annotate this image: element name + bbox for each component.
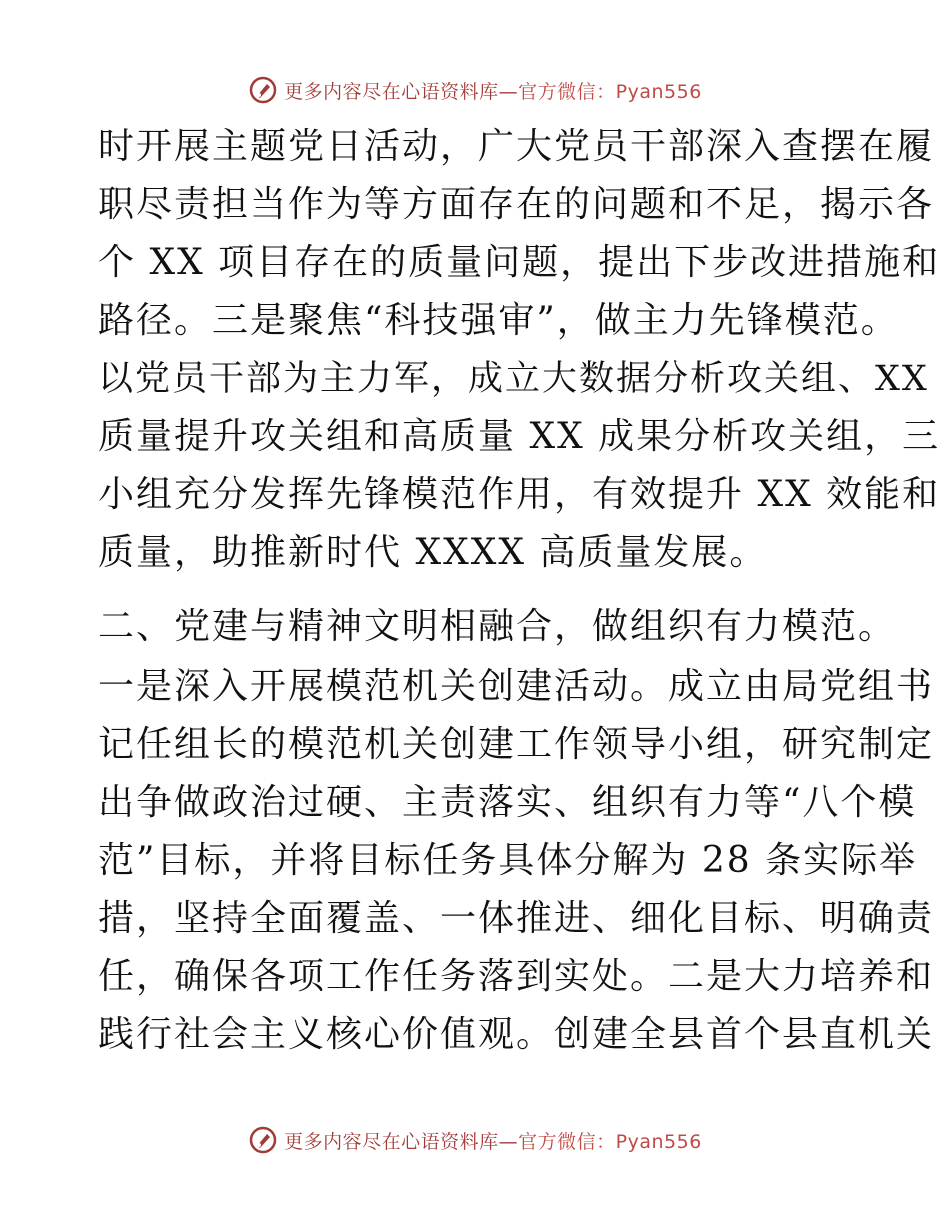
footer-banner-title: 更多内容尽在心语资料库 — [284, 1130, 499, 1153]
pen-nib-logo-icon — [248, 1125, 278, 1155]
header-banner-wechat: 官方微信：Pyan556 — [518, 80, 702, 103]
paragraph-line: 任，确保各项工作任务落到实处。二是大力培养和 — [98, 956, 935, 997]
header-banner-text — [284, 77, 702, 104]
paragraph-line: 一是深入开展模范机关创建活动。成立由局党组书 — [98, 666, 935, 707]
paragraph-line: 记任组长的模范机关创建工作领导小组，研究制定 — [98, 724, 935, 765]
header-banner-separator: — — [498, 80, 519, 103]
pen-nib-logo-icon — [248, 75, 278, 105]
footer-banner — [0, 1120, 950, 1160]
header-banner-title: 更多内容尽在心语资料库 — [284, 80, 499, 103]
paragraph-line: 职尽责担当作为等方面存在的问题和不足，揭示各 — [98, 184, 935, 225]
footer-banner-separator: — — [498, 1130, 519, 1153]
section-heading: 二、党建与精神文明相融合，做组织有力模范。 — [98, 606, 897, 647]
paragraph-line: 小组充分发挥先锋模范作用，有效提升 XX 效能和 — [98, 474, 941, 515]
paragraph-line: 践行社会主义核心价值观。创建全县首个县直机关 — [98, 1014, 935, 1055]
paragraph-line: 以党员干部为主力军，成立大数据分析攻关组、XX — [98, 359, 929, 399]
paragraph-line: 质量提升攻关组和高质量 XX 成果分析攻关组，三 — [98, 416, 941, 457]
paragraph-line: 范”目标，并将目标任务具体分解为 28 条实际举 — [98, 840, 918, 881]
paragraph-line: 个 XX 项目存在的质量问题，提出下步改进措施和 — [98, 242, 941, 283]
footer-banner-text — [284, 1127, 702, 1154]
footer-banner-wechat: 官方微信：Pyan556 — [518, 1130, 702, 1153]
paragraph-line: 时开展主题党日活动，广大党员干部深入查摆在履 — [98, 126, 935, 167]
paragraph-line: 措，坚持全面覆盖、一体推进、细化目标、明确责 — [98, 898, 935, 939]
paragraph-line: 质量，助推新时代 XXXX 高质量发展。 — [98, 532, 768, 573]
header-banner — [0, 70, 950, 110]
paragraph-line: 出争做政治过硬、主责落实、组织有力等“八个模 — [98, 782, 917, 823]
paragraph-line: 路径。三是聚焦“科技强审”，做主力先锋模范。 — [98, 300, 899, 341]
